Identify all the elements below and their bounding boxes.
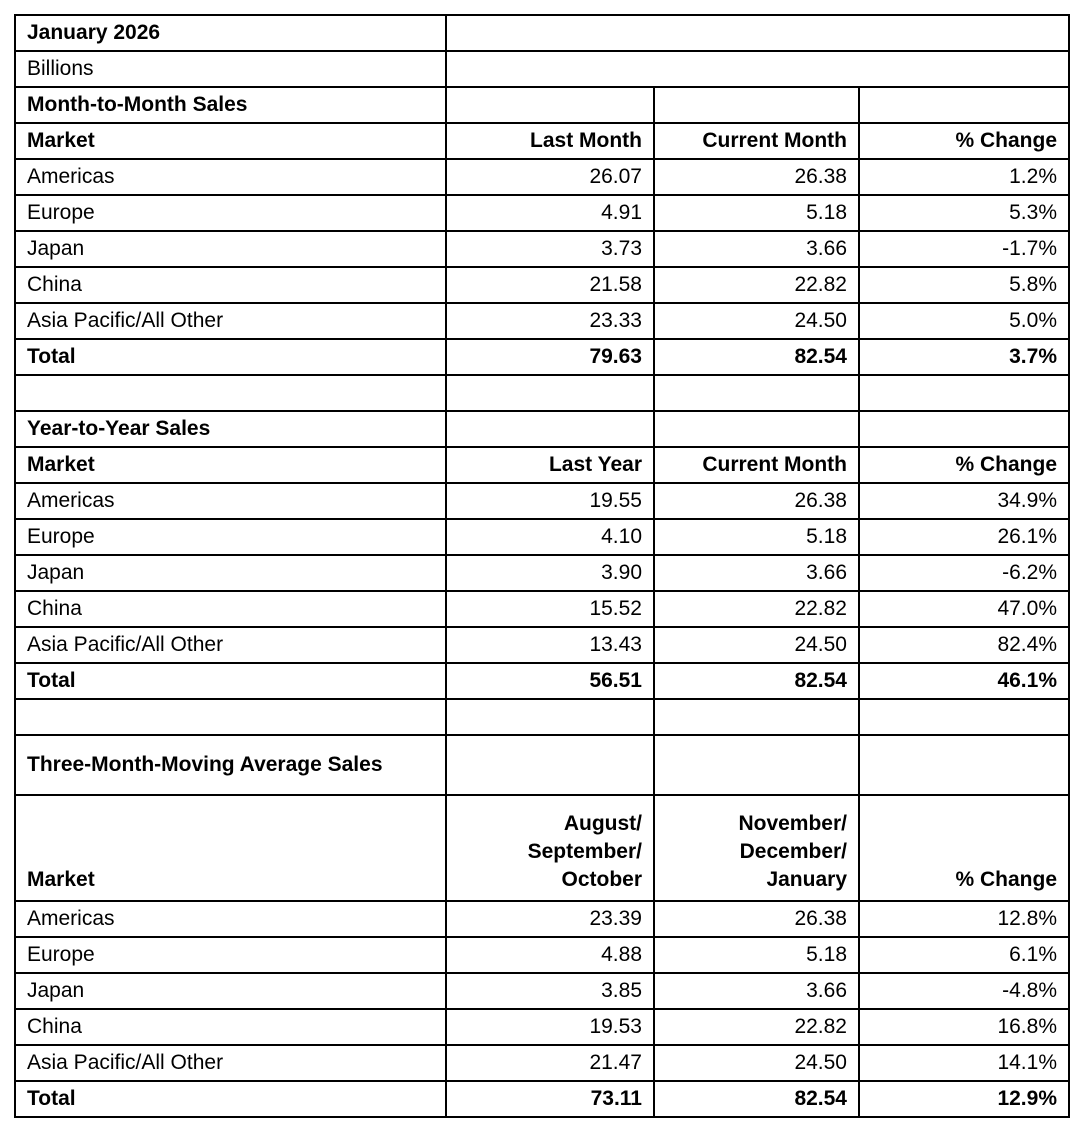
empty-cell: [654, 699, 859, 735]
value-cell: 4.88: [446, 937, 654, 973]
value-cell: 24.50: [654, 303, 859, 339]
section-title: Month-to-Month Sales: [15, 87, 446, 123]
market-cell: China: [15, 267, 446, 303]
value-cell: 22.82: [654, 267, 859, 303]
value-cell: 4.10: [446, 519, 654, 555]
market-cell: China: [15, 1009, 446, 1045]
value-cell: 26.38: [654, 159, 859, 195]
table-row: [15, 159, 1069, 195]
last-month-header: Last Month: [446, 123, 654, 159]
pct-change-cell: 16.8%: [859, 1009, 1069, 1045]
value-cell: 22.82: [654, 591, 859, 627]
market-cell: Asia Pacific/All Other: [15, 303, 446, 339]
table-row: [15, 627, 1069, 663]
empty-cell: [15, 699, 446, 735]
pct-change-cell: 5.3%: [859, 195, 1069, 231]
table-row: [15, 901, 1069, 937]
total-label: Total: [15, 663, 446, 699]
total-value-cell: 79.63: [446, 339, 654, 375]
market-cell: Japan: [15, 231, 446, 267]
value-cell: 3.66: [654, 973, 859, 1009]
market-cell: Asia Pacific/All Other: [15, 1045, 446, 1081]
pct-change-cell: -6.2%: [859, 555, 1069, 591]
table-row: [15, 267, 1069, 303]
empty-cell: [446, 87, 654, 123]
pct-change-cell: 1.2%: [859, 159, 1069, 195]
section-title-row: [15, 411, 1069, 447]
empty-cell: [859, 735, 1069, 795]
value-cell: 3.66: [654, 231, 859, 267]
value-cell: 19.53: [446, 1009, 654, 1045]
pct-change-header: % Change: [859, 447, 1069, 483]
table-row: [15, 591, 1069, 627]
value-cell: 3.90: [446, 555, 654, 591]
empty-cell: [15, 375, 446, 411]
value-cell: 19.55: [446, 483, 654, 519]
total-label: Total: [15, 339, 446, 375]
pct-change-cell: -1.7%: [859, 231, 1069, 267]
total-pct-change-cell: 46.1%: [859, 663, 1069, 699]
last-year-header: Last Year: [446, 447, 654, 483]
header-line: November/: [738, 812, 847, 836]
value-cell: 26.07: [446, 159, 654, 195]
total-value-cell: 56.51: [446, 663, 654, 699]
column-header-row: [15, 795, 1069, 901]
market-cell: Japan: [15, 555, 446, 591]
value-cell: 4.91: [446, 195, 654, 231]
value-cell: 21.58: [446, 267, 654, 303]
empty-cell: [446, 15, 1069, 51]
header-line: December/: [739, 840, 847, 864]
current-month-header: Current Month: [654, 123, 859, 159]
total-pct-change-cell: 12.9%: [859, 1081, 1069, 1117]
empty-cell: [654, 87, 859, 123]
empty-cell: [446, 699, 654, 735]
market-cell: Americas: [15, 901, 446, 937]
value-cell: 23.33: [446, 303, 654, 339]
table-row: [15, 937, 1069, 973]
table-row: [15, 483, 1069, 519]
empty-cell: [446, 411, 654, 447]
total-row: [15, 339, 1069, 375]
table-row: [15, 303, 1069, 339]
value-cell: 26.38: [654, 901, 859, 937]
market-cell: Americas: [15, 159, 446, 195]
market-header: Market: [15, 123, 446, 159]
section-title-row: [15, 735, 1069, 795]
value-cell: 5.18: [654, 195, 859, 231]
pct-change-cell: 12.8%: [859, 901, 1069, 937]
value-cell: 3.85: [446, 973, 654, 1009]
pct-change-cell: 5.0%: [859, 303, 1069, 339]
total-row: [15, 1081, 1069, 1117]
section-title-text: Three-Month-Moving Average Sales: [27, 752, 383, 776]
section-title-row: [15, 87, 1069, 123]
report-units: Billions: [15, 51, 446, 87]
table-row: [15, 231, 1069, 267]
pct-change-header: % Change: [859, 795, 1069, 901]
total-value-cell: 82.54: [654, 1081, 859, 1117]
report-period-row: [15, 15, 1069, 51]
empty-cell: [654, 411, 859, 447]
empty-cell: [654, 735, 859, 795]
table-row: [15, 519, 1069, 555]
section-title: Year-to-Year Sales: [15, 411, 446, 447]
spacer-row: [15, 699, 1069, 735]
header-line: January: [766, 868, 847, 892]
pct-change-header: % Change: [859, 123, 1069, 159]
market-cell: Europe: [15, 195, 446, 231]
value-cell: 26.38: [654, 483, 859, 519]
value-cell: 5.18: [654, 519, 859, 555]
pct-change-cell: 6.1%: [859, 937, 1069, 973]
market-cell: China: [15, 591, 446, 627]
header-line: September/: [527, 840, 642, 864]
column-header-row: [15, 123, 1069, 159]
column-header-row: [15, 447, 1069, 483]
current-month-header: Current Month: [654, 447, 859, 483]
value-cell: 24.50: [654, 627, 859, 663]
market-cell: Europe: [15, 937, 446, 973]
value-cell: 15.52: [446, 591, 654, 627]
market-cell: Japan: [15, 973, 446, 1009]
value-cell: 3.73: [446, 231, 654, 267]
pct-change-cell: 26.1%: [859, 519, 1069, 555]
market-header: Market: [15, 447, 446, 483]
value-cell: 3.66: [654, 555, 859, 591]
market-cell: Asia Pacific/All Other: [15, 627, 446, 663]
table-row: [15, 1045, 1069, 1081]
empty-cell: [446, 375, 654, 411]
table-row: [15, 1009, 1069, 1045]
market-header: Market: [15, 795, 446, 901]
empty-cell: [859, 699, 1069, 735]
pct-change-cell: 47.0%: [859, 591, 1069, 627]
total-value-cell: 82.54: [654, 339, 859, 375]
value-cell: 13.43: [446, 627, 654, 663]
total-row: [15, 663, 1069, 699]
total-value-cell: 73.11: [446, 1081, 654, 1117]
pct-change-cell: 14.1%: [859, 1045, 1069, 1081]
header-line: August/: [563, 812, 642, 836]
nov-dec-jan-header: [654, 795, 859, 901]
empty-cell: [446, 51, 1069, 87]
pct-change-cell: 82.4%: [859, 627, 1069, 663]
empty-cell: [859, 411, 1069, 447]
table-row: [15, 195, 1069, 231]
pct-change-cell: -4.8%: [859, 973, 1069, 1009]
pct-change-cell: 5.8%: [859, 267, 1069, 303]
empty-cell: [859, 375, 1069, 411]
header-line: October: [561, 868, 642, 892]
value-cell: 22.82: [654, 1009, 859, 1045]
value-cell: 23.39: [446, 901, 654, 937]
spacer-row: [15, 375, 1069, 411]
market-cell: Americas: [15, 483, 446, 519]
aug-sep-oct-header: [446, 795, 654, 901]
section-title: [15, 735, 446, 795]
value-cell: 24.50: [654, 1045, 859, 1081]
empty-cell: [654, 375, 859, 411]
table-row: [15, 555, 1069, 591]
total-value-cell: 82.54: [654, 663, 859, 699]
empty-cell: [859, 87, 1069, 123]
empty-cell: [446, 735, 654, 795]
market-cell: Europe: [15, 519, 446, 555]
report-period: January 2026: [15, 15, 446, 51]
value-cell: 21.47: [446, 1045, 654, 1081]
total-pct-change-cell: 3.7%: [859, 339, 1069, 375]
value-cell: 5.18: [654, 937, 859, 973]
report-units-row: [15, 51, 1069, 87]
total-label: Total: [15, 1081, 446, 1117]
table-row: [15, 973, 1069, 1009]
pct-change-cell: 34.9%: [859, 483, 1069, 519]
sales-report-table: [14, 14, 1070, 1118]
